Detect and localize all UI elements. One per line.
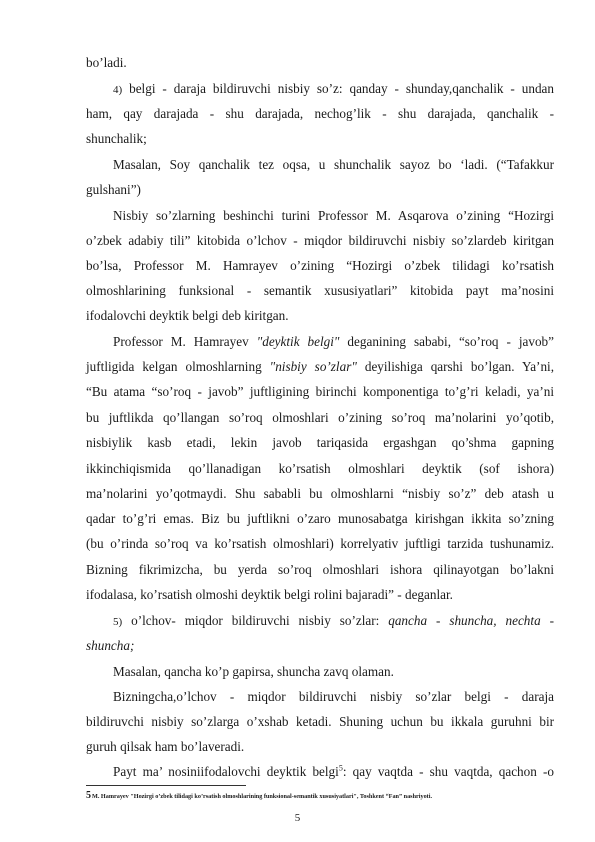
footnote-separator: [86, 785, 246, 786]
text-line: o’zbek adabiy tili” kitobida o’lchov - miqdor bildiruvchi nisbiy so’zlardeb kiritgan: [86, 233, 554, 248]
text-line: ikkinchiqismida qo’llanadigan ko’rsatish olmoshlari deyktik (sof ishora): [86, 461, 554, 476]
text-line: (bu o’rinda so’roq va ko’rsatish olmoshlari) korrelyativ juftligi tarzida tushunamiz.: [86, 536, 554, 551]
text-line: [113, 611, 554, 632]
italic-term: "nisbiy so’zlar": [269, 359, 357, 374]
line-text: o’lchov- miqdor bildiruvchi nisbiy so’zlar:: [122, 613, 389, 628]
text-line: nisbiylik kasb etadi, lekin javob tariqasida ergashgan qo’shma gapning: [86, 435, 554, 450]
text-line: bo’ladi.: [86, 55, 127, 70]
page-number: 5: [294, 812, 301, 824]
list-number: 4): [113, 84, 123, 96]
text-line: Bizning fikrimizcha, bu yerda so’roq olmoshlari ishora qilinayotgan bo’lakni: [86, 562, 554, 577]
text-line: ma’nolarini yo’qotmaydi. Shu sababli bu olmoshlarni “nisbiy so’z” deb atash u: [86, 486, 554, 501]
text-line: shuncha;: [86, 638, 135, 653]
text-line: “Bu atama “so’roq - javob” juftligining birinchi komponentiga to’g’ri keladi, ya’ni: [86, 384, 554, 399]
text-line: Masalan, Soy qanchalik tez oqsa, u shunchalik sayoz bo ‘ladi. (“Tafakkur: [113, 157, 554, 172]
line-text: : qay vaqtda - shu vaqtda, qachon -o: [342, 764, 554, 779]
line-text: belgi - daraja bildiruvchi nisbiy so’z: qanday - shunday,qanchalik - undan: [122, 81, 554, 96]
text-line: shunchalik;: [86, 131, 147, 146]
line-text: juftligida kelgan olmoshlarning: [86, 359, 270, 374]
text-line: gulshani”): [86, 182, 141, 197]
text-line: ifodalovchi deyktik belgi deb kiritgan.: [86, 308, 289, 323]
text-line: ham, qay darajada - shu darajada, nechog’lik - shu darajada, qanchalik -: [86, 106, 554, 121]
line-text: Payt ma’ nosiniifodalovchi deyktik belgi: [113, 764, 339, 779]
text-line: [113, 332, 554, 351]
text-line: Masalan, qancha ko’p gapirsa, shuncha zavq olaman.: [113, 664, 394, 679]
text-line: Nisbiy so’zlarning beshinchi turini Professor M. Asqarova o’zining “Hozirgi: [113, 208, 554, 223]
line-text: deyilishiga qarshi bo’lgan. Ya’ni,: [356, 359, 554, 374]
line-text: deganining sababi, “so’roq - javob”: [339, 334, 554, 349]
text-line: bildiruvchi nisbiy so’zlarga o’xshab ketadi. Shuning uchun bu ikkala guruhni bir: [86, 714, 554, 729]
text-line: ifodalasa, ko’rsatish olmoshi deyktik belgi rolini bajaradi” - deganlar.: [86, 587, 453, 602]
footnote: [86, 791, 556, 802]
text-line: qadar to’g’ri emas. Biz bu juftlikni o’zaro munosabatga kirishgan ikkita so’zning: [86, 511, 554, 526]
italic-term: qancha - shuncha, nechta -: [388, 613, 554, 628]
text-line: Bizningcha,o’lchov - miqdor bildiruvchi nisbiy so’zlar belgi - daraja: [113, 689, 554, 704]
text-line: guruh qilsak ham bo’laveradi.: [86, 739, 245, 754]
line-text: Professor M. Hamrayev: [113, 334, 257, 349]
footnote-text: M. Hamrayev "Hozirgi o’zbek tilidagi ko’rsatish olmoshlarining funksional-semantik xususiyatlari", Toshkent “Fan” nashriyoti.: [92, 793, 432, 800]
text-line: bu juftlikda qo’llangan so’roq olmoshlari o’zining so’roq ma’nolarini yo’qotib,: [86, 410, 554, 425]
text-line: [113, 79, 554, 100]
text-line: [86, 357, 554, 376]
italic-term: "deyktik belgi": [256, 334, 340, 349]
text-line: bo’lsa, Professor M. Hamrayev o’zining “Hozirgi o’zbek tilidagi ko’rsatish: [86, 258, 554, 273]
text-line: olmoshlarining funksional - semantik xususiyatlari” kitobida payt ma’nosini: [86, 283, 554, 298]
footnote-number: 5: [86, 790, 91, 801]
footnote-ref: 5: [338, 763, 343, 773]
list-number: 5): [113, 616, 123, 628]
text-line: [113, 762, 554, 781]
